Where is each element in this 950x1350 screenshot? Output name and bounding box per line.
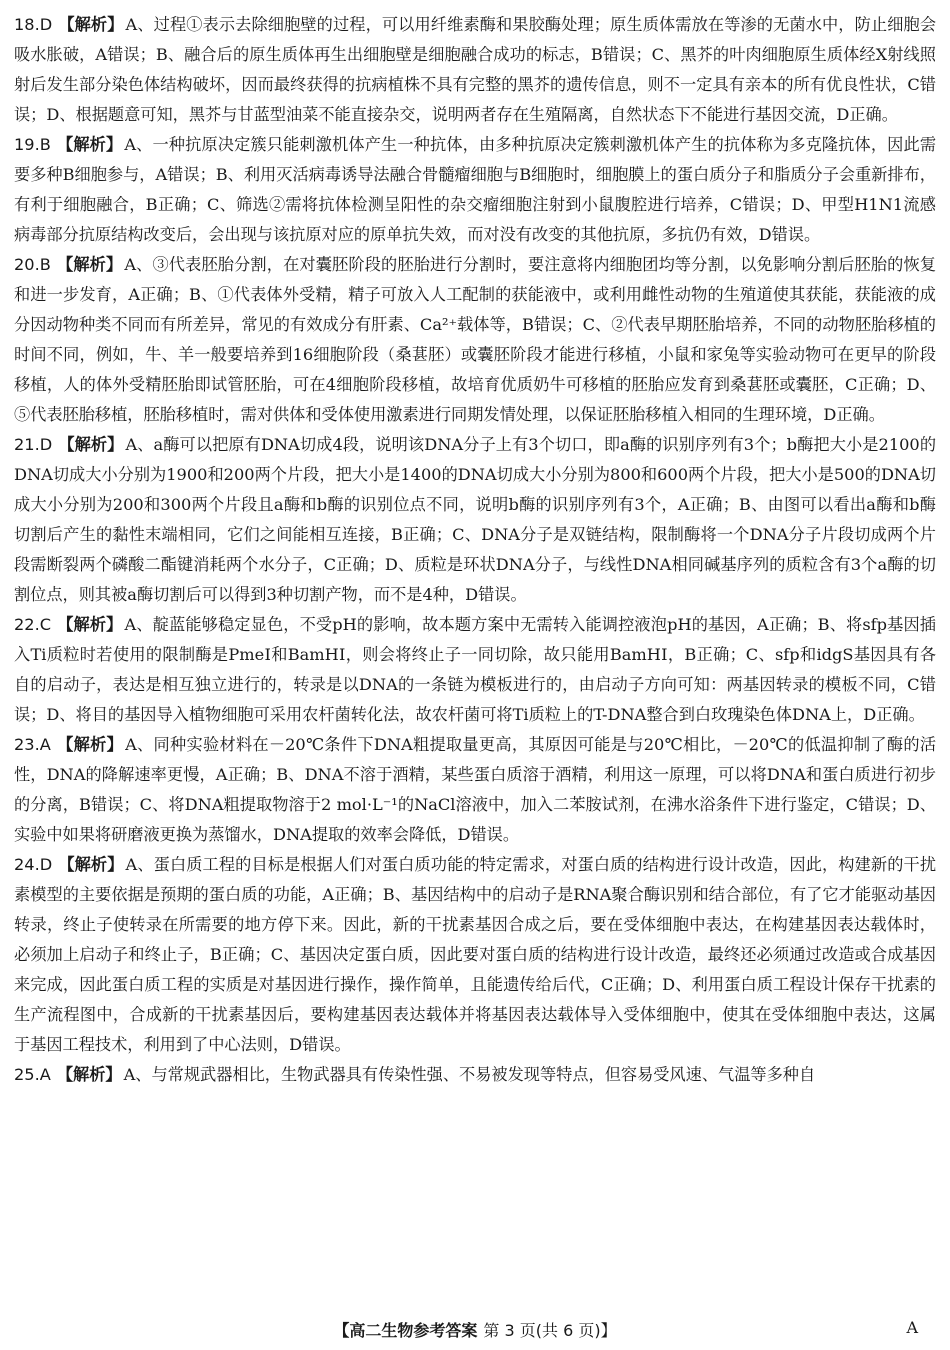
question-number: 20. — [14, 255, 40, 274]
question-number: 19. — [14, 135, 40, 154]
analysis-text: A、一种抗原决定簇只能刺激机体产生一种抗体，由多种抗原决定簇刺激机体产生的抗体称为多克隆抗体，因此需要多种B细胞参与，A错误；B、利用灭活病毒诱导法融合骨髓瘤细胞与B细胞时，细胞膜上的蛋白质分子和脂质分子会重新排布，有利于细胞融合，B正确；C、筛选②需将抗体检测呈阳性的杂交瘤细胞注射到小鼠腹腔进行培养，C错误；D、甲型H1N1流感病毒部分抗原结构改变后，会出现与该抗原对应的原单抗失效，而对没有改变的其他抗原，多抗仍有效，D错误。 — [14, 135, 937, 244]
answer-item-19 — [14, 130, 936, 250]
analysis-tag: 【解析】 — [58, 435, 124, 454]
correct-option: B — [39, 255, 51, 274]
analysis-tag: 【解析】 — [56, 1065, 122, 1084]
question-number: 24. — [14, 855, 40, 874]
question-number: 18. — [14, 15, 40, 34]
question-number: 22. — [14, 615, 40, 634]
analysis-text: A、a酶可以把原有DNA切成4段，说明该DNA分子上有3个切口，即a酶的识别序列有3个；b酶把大小是2100的DNA切成大小分别为1900和200两个片段，把大小是1400的DNA切成大小分别为800和600两个片段，把大小是500的DNA切成大小分别为200和300两个片段且a酶和b酶的识别位点不同，说明b酶的识别序列有3个，A正确；B、由图可以看出a酶和b酶切割后产生的黏性末端相同，它们之间能相互连接，B正确；C、DNA分子是双链结构，限制酶将一个DNA分子片段切成两个片段需断裂两个磷酸二酯键消耗两个水分子，C正确；D、质粒是环状DNA分子，与线性DNA相同碱基序列的质粒含有3个a酶的切割位点，则其被a酶切割后可以得到3种切割产物，而不是4种，D错误。 — [14, 435, 937, 604]
answer-item-24 — [14, 850, 936, 1060]
analysis-tag: 【解析】 — [58, 15, 124, 34]
answer-list — [14, 10, 936, 1090]
question-number: 21. — [14, 435, 40, 454]
question-number: 23. — [14, 735, 40, 754]
analysis-text: A、③代表胚胎分割，在对囊胚阶段的胚胎进行分割时，要注意将内细胞团均等分割，以免影响分割后胚胎的恢复和进一步发育，A正确；B、①代表体外受精，精子可放入人工配制的获能液中，或利用雌性动物的生殖道使其获能，获能液的成分因动物种类不同而有所差异，常见的有效成分有肝素、Ca²⁺载体等，B错误；C、②代表早期胚胎培养，不同的动物胚胎移植的时间不同，例如，牛、羊一般要培养到16细胞阶段（桑葚胚）或囊胚阶段才能进行移植，小鼠和家兔等实验动物可在更早的阶段移植，人的体外受精胚胎即试管胚胎，可在4细胞阶段移植，故培育优质奶牛可移植的胚胎应发育到桑葚胚或囊胚，C正确；D、⑤代表胚胎移植，胚胎移植时，需对供体和受体使用激素进行同期发情处理，以保证胚胎移植入相同的生理环境，D正确。 — [14, 255, 937, 424]
correct-option: D — [39, 435, 53, 454]
analysis-text: A、与常规武器相比，生物武器具有传染性强、不易被发现等特点，但容易受风速、气温等多种自 — [123, 1065, 816, 1084]
footer-title — [0, 1318, 950, 1341]
question-number: 25. — [14, 1065, 40, 1084]
analysis-text: A、靛蓝能够稳定显色，不受pH的影响，故本题方案中无需转入能调控液泡pH的基因，A正确；B、将sfp基因插入Ti质粒时若使用的限制酶是PmeⅠ和BamHⅠ，则会将终止子一同切除，故只能用BamHⅠ，B正确；C、sfp和idgS基因具有各自的启动子，表达是相互独立进行的，转录是以DNA的一条链为模板进行的，由启动子方向可知：两基因转录的模板不同，C错误；D、将目的基因导入植物细胞可采用农杆菌转化法，故农杆菌可将Ti质粒上的T-DNA整合到白玫瑰染色体DNA上，D正确。 — [14, 615, 936, 724]
analysis-text: A、同种实验材料在－20℃条件下DNA粗提取量更高，其原因可能是与20℃相比，－20℃的低温抑制了酶的活性，DNA的降解速率更慢，A正确；B、DNA不溶于酒精，某些蛋白质溶于酒精，利用这一原理，可以将DNA和蛋白质进行初步的分离，B错误；C、将DNA粗提取物溶于2 mol·L⁻¹的NaCl溶液中，加入二苯胺试剂，在沸水浴条件下进行鉴定，C错误；D、实验中如果将研磨液更换为蒸馏水，DNA提取的效率会降低，D错误。 — [14, 735, 937, 844]
answer-item-18 — [14, 10, 936, 130]
analysis-tag: 【解析】 — [56, 135, 123, 154]
answer-item-20 — [14, 250, 936, 430]
paper-version: A — [906, 1318, 918, 1337]
answer-item-23 — [14, 730, 936, 850]
correct-option: A — [39, 1065, 51, 1084]
correct-option: D — [39, 15, 53, 34]
analysis-tag: 【解析】 — [56, 735, 124, 754]
analysis-tag: 【解析】 — [56, 255, 123, 274]
correct-option: D — [39, 855, 53, 874]
analysis-text: A、蛋白质工程的目标是根据人们对蛋白质功能的特定需求，对蛋白质的结构进行设计改造，因此，构建新的干扰素模型的主要依据是预期的蛋白质的功能，A正确；B、基因结构中的启动子是RNA聚合酶识别和结合部位，有了它才能驱动基因转录，终止子使转录在所需要的地方停下来。因此，新的干扰素基因合成之后，要在受体细胞中表达，在构建基因表达载体时，必须加上启动子和终止子，B正确；C、基因决定蛋白质，因此要对蛋白质的结构进行设计改造，最终还必须通过改造或合成基因来完成，因此蛋白质工程的实质是对基因进行操作，操作简单，且能遗传给后代，C正确；D、利用蛋白质工程设计保存干扰素的生产流程图中，合成新的干扰素基因后，要构建基因表达载体并将基因表达载体导入受体细胞中，使其在受体细胞中表达，这属于基因工程技术，利用到了中心法则，D错误。 — [14, 855, 937, 1054]
answer-item-21 — [14, 430, 936, 610]
correct-option: A — [39, 735, 51, 754]
analysis-tag: 【解析】 — [57, 615, 123, 634]
footer-subject: 【高二生物参考答案 — [333, 1321, 478, 1340]
answer-item-25 — [14, 1060, 936, 1090]
correct-option: C — [39, 615, 52, 634]
page-footer — [0, 1318, 950, 1346]
correct-option: B — [39, 135, 51, 154]
footer-page-number: 第 3 页(共 6 页)】 — [483, 1321, 617, 1340]
analysis-text: A、过程①表示去除细胞壁的过程，可以用纤维素酶和果胶酶处理；原生质体需放在等渗的无菌水中，防止细胞会吸水胀破，A错误；B、融合后的原生质体再生出细胞壁是细胞融合成功的标志，B错误；C、黑芥的叶肉细胞原生质体经X射线照射后发生部分染色体结构破坏，因而最终获得的抗病植株不具有完整的黑芥的遗传信息，则不一定具有亲本的所有优良性状，C错误；D、根据题意可知，黑芥与甘蓝型油菜不能直接杂交，说明两者存在生殖隔离，自然状态下不能进行基因交流，D正确。 — [14, 15, 937, 124]
answer-item-22 — [14, 610, 936, 730]
analysis-tag: 【解析】 — [58, 855, 124, 874]
